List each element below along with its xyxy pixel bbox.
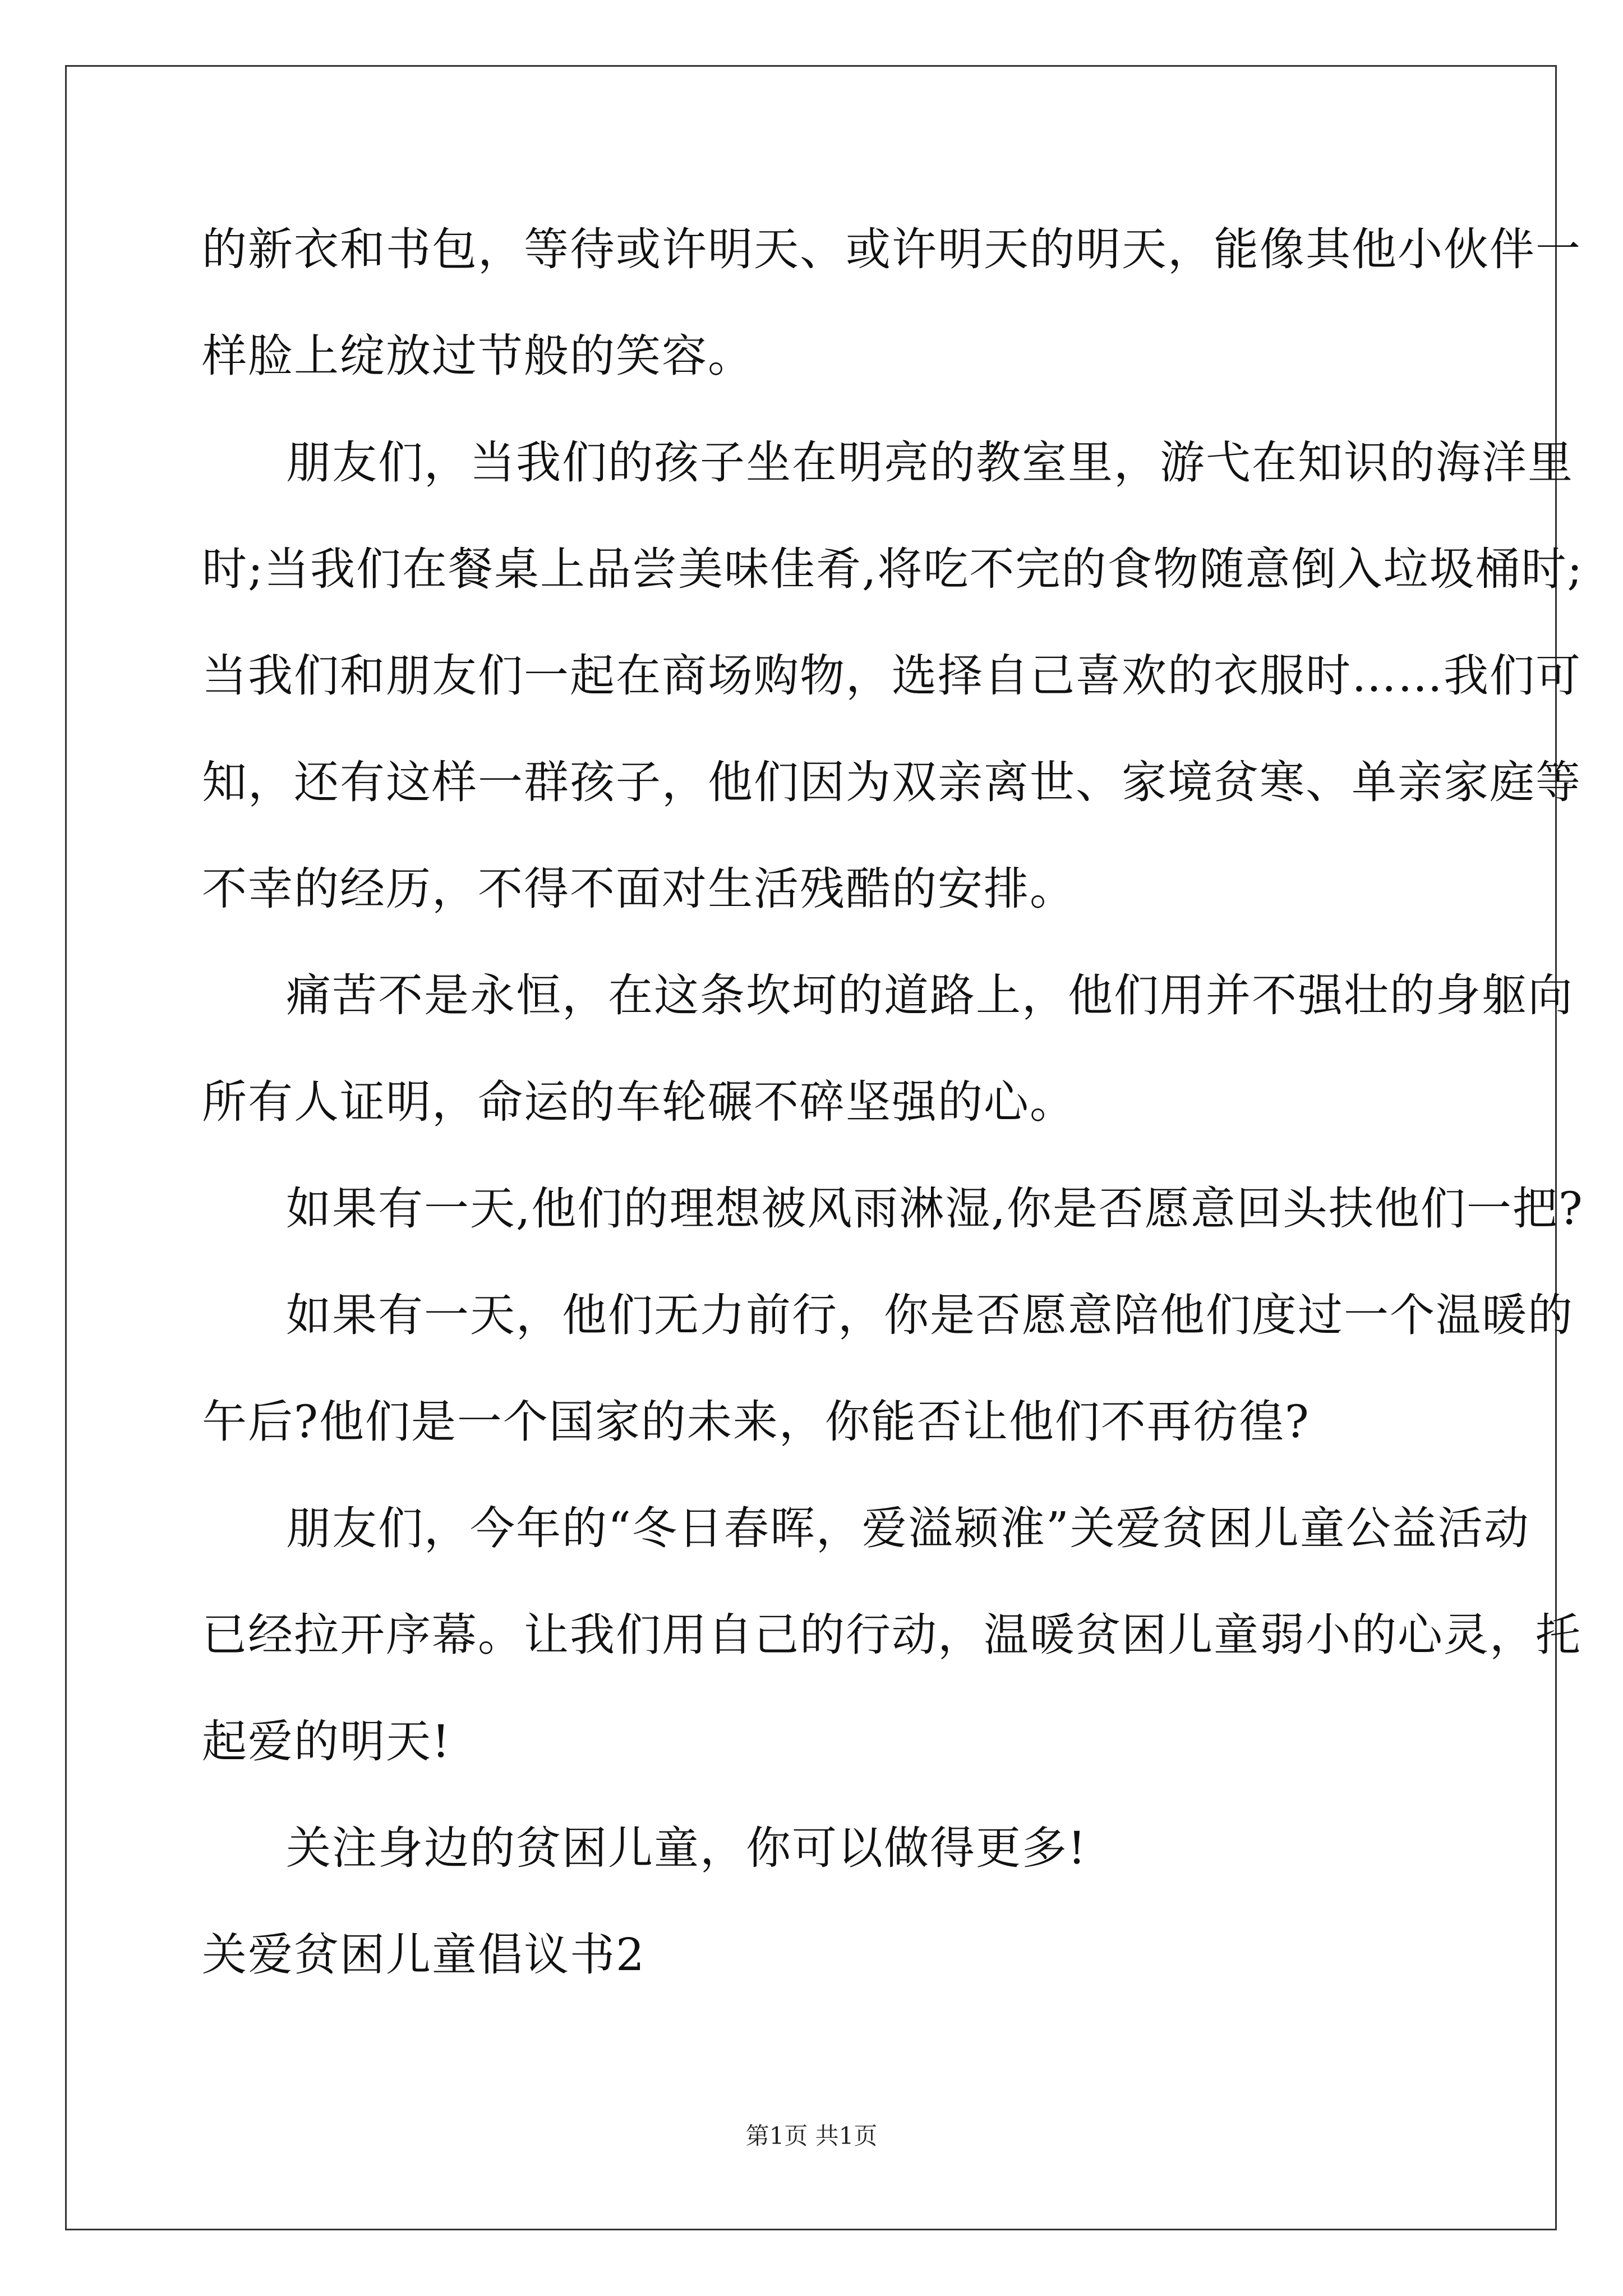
page-footer: 第1页 共1页	[745, 2122, 878, 2150]
paragraph-line: 当我们和朋友们一起在商场购物，选择自己喜欢的衣服时……我们可	[202, 650, 1581, 702]
section-heading: 关爱贫困儿童倡议书2	[202, 1929, 645, 1981]
document-body	[202, 208, 1584, 2019]
paragraph-line: 所有人证明，命运的车轮碾不碎坚强的心。	[202, 1076, 1076, 1128]
paragraph-line: 如果有一天，他们无力前行，你是否愿意陪他们度过一个温暖的	[286, 1289, 1574, 1341]
paragraph-line: 不幸的经历，不得不面对生活残酷的安排。	[202, 863, 1076, 915]
paragraph-line: 起爱的明天!	[202, 1715, 451, 1768]
paragraph-line: 知，还有这样一群孩子，他们因为双亲离世、家境贫寒、单亲家庭等	[202, 756, 1581, 808]
paragraph-line: 朋友们，今年的“冬日春晖，爱溢颍淮”关爱贫困儿童公益活动	[286, 1502, 1530, 1554]
paragraph-line: 的新衣和书包，等待或许明天、或许明天的明天，能像其他小伙伴一	[202, 223, 1581, 275]
paragraph-line: 时;当我们在餐桌上品尝美味佳肴,将吃不完的食物随意倒入垃圾桶时;	[202, 543, 1584, 595]
paragraph-line: 如果有一天,他们的理想被风雨淋湿,你是否愿意回头扶他们一把?	[286, 1182, 1584, 1235]
paragraph-line: 午后?他们是一个国家的未来，你能否让他们不再彷徨?	[202, 1396, 1310, 1448]
paragraph-line: 已经拉开序幕。让我们用自己的行动，温暖贫困儿童弱小的心灵，托	[202, 1609, 1581, 1661]
paragraph-line: 样脸上绽放过节般的笑容。	[202, 330, 754, 382]
paragraph-line: 朋友们，当我们的孩子坐在明亮的教室里，游弋在知识的海洋里	[286, 436, 1574, 489]
paragraph-line: 关注身边的贫困儿童，你可以做得更多!	[286, 1822, 1087, 1874]
paragraph-line: 痛苦不是永恒，在这条坎坷的道路上，他们用并不强壮的身躯向	[286, 969, 1574, 1022]
